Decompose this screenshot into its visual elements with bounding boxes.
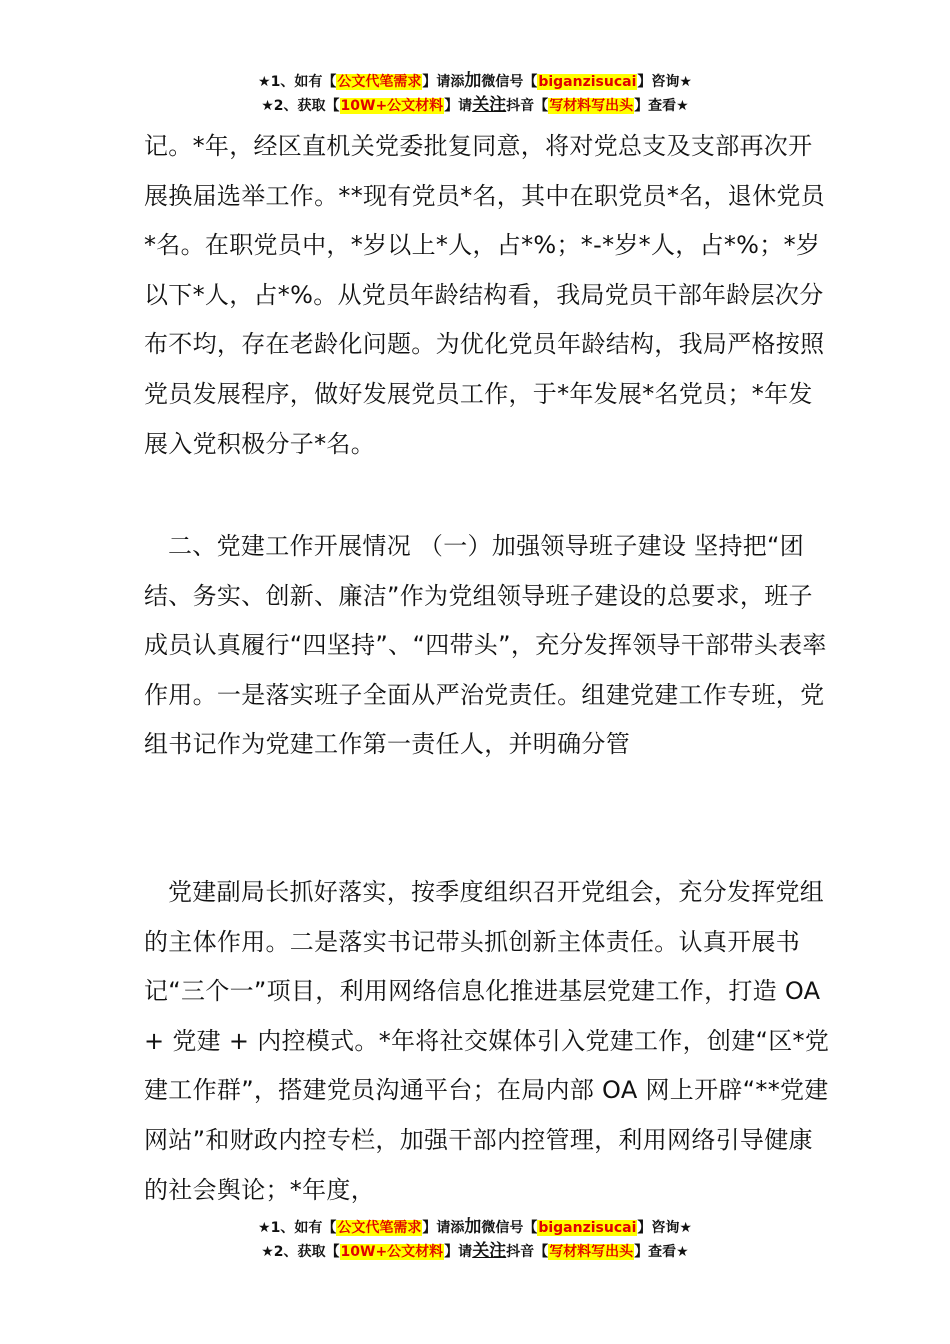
banner-text: 】咨询★ bbox=[637, 74, 692, 90]
paragraph-text: 记。*年，经区直机关党委批复同意，将对党总支及支部再次开展换届选举工作。**现有党员*名，其中在职党员*名，退休党员*名。在职党员中，*岁以上*人，占*%；*-*岁*人，占*%；*岁以下*人，占*%。从党员年龄结构看，我局党员干部年龄层次分布不均，存在老龄化问题。为优化党员年龄结构，我局严格按照党员发展程序，做好发展党员工作，于*年发展*名党员；*年发展入党积极分子*名。 bbox=[144, 132, 825, 458]
banner-text: 】咨询★ bbox=[637, 1220, 692, 1236]
banner-text: 加 bbox=[464, 71, 482, 91]
highlight-wechat-id: biganzisucai bbox=[538, 1220, 637, 1236]
paragraph-1 bbox=[144, 122, 834, 469]
banner-line-2 bbox=[0, 1240, 950, 1264]
banner-text: 微信号【 bbox=[481, 74, 538, 90]
banner-line-1 bbox=[0, 1216, 950, 1240]
highlight-service: 公文代笔需求 bbox=[337, 74, 422, 90]
banner-text: 微信号【 bbox=[481, 1220, 538, 1236]
highlight-wechat-id: biganzisucai bbox=[538, 74, 637, 90]
banner-text: 抖音【 bbox=[506, 98, 549, 114]
banner-text: 】请 bbox=[444, 98, 473, 114]
banner-text: ★1、如有【 bbox=[258, 74, 337, 90]
header-banner bbox=[0, 70, 950, 118]
paragraph-3 bbox=[144, 868, 834, 1215]
banner-text: 关注 bbox=[472, 1241, 507, 1261]
banner-text: ★1、如有【 bbox=[258, 1220, 337, 1236]
banner-text: 】请添 bbox=[422, 1220, 465, 1236]
highlight-service: 公文代笔需求 bbox=[337, 1220, 422, 1236]
highlight-douyin: 写材料写出头 bbox=[549, 98, 634, 114]
banner-text: ★2、获取【 bbox=[261, 1244, 340, 1260]
banner-line-2 bbox=[0, 94, 950, 118]
banner-text: 】查看★ bbox=[634, 98, 689, 114]
banner-text: 】请添 bbox=[422, 74, 465, 90]
highlight-materials: 10W+公文材料 bbox=[340, 1244, 444, 1260]
paragraph-2 bbox=[144, 522, 834, 770]
banner-text: 关注 bbox=[472, 95, 507, 115]
paragraph-text: 党建副局长抓好落实，按季度组织召开党组会，充分发挥党组的主体作用。二是落实书记带头抓创新主体责任。认真开展书记“三个一”项目，利用网络信息化推进基层党建工作，打造 OA + 党建 + 内控模式。*年将社交媒体引入党建工作，创建“区*党建工作群”，搭建党员沟通平台；在局内部 OA 网上开辟“**党建网站”和财政内控专栏，加强干部内控管理，利用网络引导健康的社会舆论；*年度， bbox=[144, 878, 830, 1204]
highlight-materials: 10W+公文材料 bbox=[340, 98, 444, 114]
banner-text: 抖音【 bbox=[506, 1244, 549, 1260]
paragraph-text: 二、党建工作开展情况 （一）加强领导班子建设 坚持把“团结、务实、创新、廉洁”作为党组领导班子建设的总要求，班子成员认真履行“四坚持”、“四带头”，充分发挥领导干部带头表率作用。一是落实班子全面从严治党责任。组建党建工作专班，党组书记作为党建工作第一责任人，并明确分管 bbox=[144, 532, 827, 759]
banner-text: ★2、获取【 bbox=[261, 98, 340, 114]
banner-text: 加 bbox=[464, 1217, 482, 1237]
banner-line-1 bbox=[0, 70, 950, 94]
highlight-douyin: 写材料写出头 bbox=[549, 1244, 634, 1260]
footer-banner bbox=[0, 1216, 950, 1264]
banner-text: 】查看★ bbox=[634, 1244, 689, 1260]
banner-text: 】请 bbox=[444, 1244, 473, 1260]
